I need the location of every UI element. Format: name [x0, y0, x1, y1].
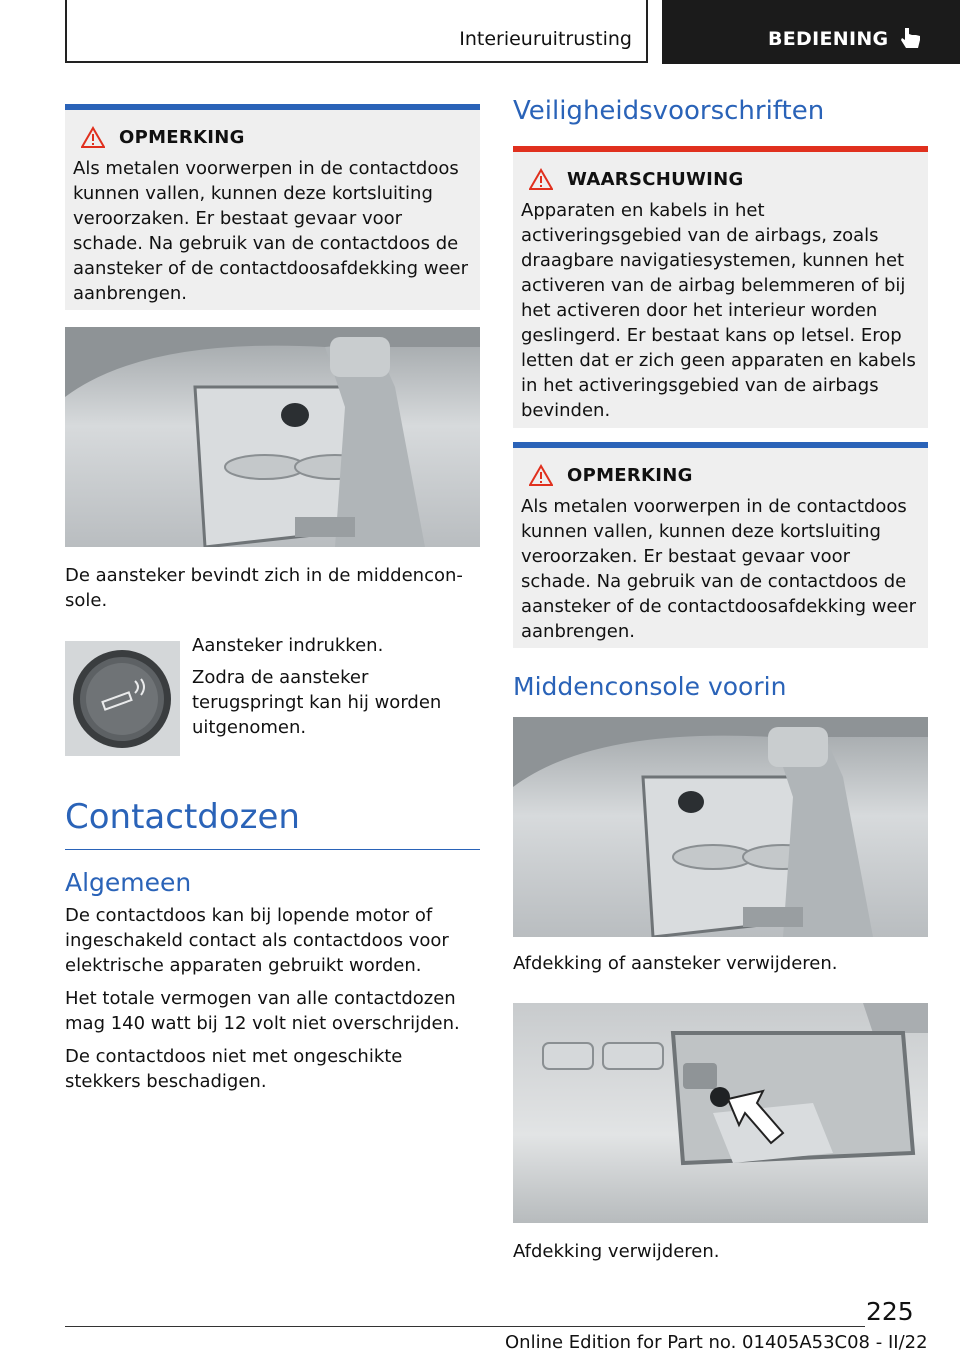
caption-console: De aansteker bevindt zich in de middenconsole. [65, 565, 463, 611]
header-section-box [65, 0, 648, 63]
notice-text: Als metalen voorwerpen in de contactdoos kunnen vallen, kunnen deze kortsluiting veroorzaken. Er bestaat gevaar voor schade. Na gebruik van de contactdoos de aansteker of de contactdoosafdekking weer aanbrengen. [73, 158, 468, 304]
caption-remove-cover: Afdekking verwijderen. [513, 1241, 720, 1262]
warning-text: Apparaten en kabels in het activeringsgebied van de airbags, zoals draagbare navigatiesystemen, kunnen het activeren van de airbag belemmeren of bij het activeren door het interieur worden geslingerd. Er bestaat kans op letsel. Erop letten dat er zich geen apparaten en kabels in het activeringsgebied van de airbags bevinden. [521, 200, 916, 421]
para-general-3: De contactdoos niet met ongeschikte stekkers beschadigen. [65, 1046, 403, 1092]
warning-triangle-icon [529, 168, 553, 190]
notice-title: OPMERKING [119, 126, 245, 148]
lighter-block [65, 637, 480, 759]
heading-safety: Veiligheidsvoorschriften [513, 96, 825, 126]
warning-title: WAARSCHUWING [567, 168, 744, 190]
hand-pointer-icon [900, 26, 922, 52]
console-photo-right [513, 717, 928, 937]
warning-triangle-icon [529, 464, 553, 486]
heading-contactdozen: Contactdozen [65, 797, 480, 850]
right-column [513, 96, 928, 1264]
caption-remove-cover-or-lighter: Afdekking of aansteker verwijderen. [513, 953, 838, 974]
header-chapter-title: BEDIENING [768, 28, 889, 50]
subheading-center-console: Middenconsole voorin [513, 672, 787, 701]
step-release: Zodra de aansteker terugspringt kan hij worden uitgenomen. [192, 667, 442, 738]
warning-box [513, 146, 928, 428]
header-chapter-box [662, 0, 960, 64]
notice-title: OPMERKING [567, 464, 693, 486]
step-press: Aansteker indrukken. [192, 635, 384, 656]
para-general-2: Het totale vermogen van alle contactdozen mag 140 watt bij 12 volt niet overschrijden. [65, 988, 460, 1034]
lighter-photo [65, 641, 180, 756]
console-photo [65, 327, 480, 547]
page-number: 225 [866, 1297, 914, 1326]
notice-text: Als metalen voorwerpen in de contactdoos kunnen vallen, kunnen deze kortsluiting veroorzaken. Er bestaat gevaar voor schade. Na gebruik van de contactdoos de aansteker of de contactdoosafdekking weer aanbrengen. [521, 496, 916, 642]
notice-box-right [513, 442, 928, 648]
footer-edition: Online Edition for Part no. 01405A53C08 - II/22 [505, 1332, 928, 1353]
warning-triangle-icon [81, 126, 105, 148]
socket-photo [513, 1003, 928, 1223]
notice-box-left [65, 104, 480, 310]
cigarette-lighter-icon [65, 641, 180, 756]
para-general-1: De contactdoos kan bij lopende motor of ingeschakeld contact als contactdoos voor elektrische apparaten gebruikt worden. [65, 905, 449, 976]
subheading-algemeen: Algemeen [65, 868, 192, 897]
left-column [65, 104, 480, 1094]
footer-divider [65, 1326, 865, 1327]
header-section-title: Interieuruitrusting [459, 28, 632, 50]
